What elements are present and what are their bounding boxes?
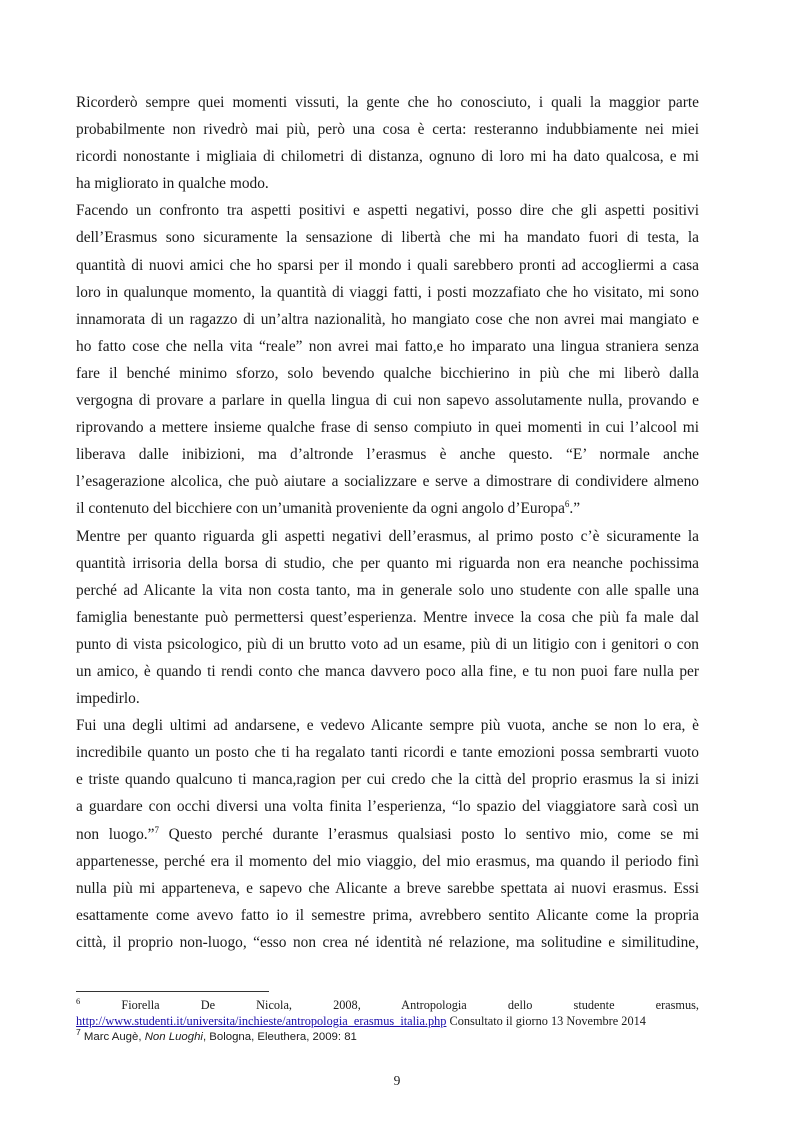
text-line: esattamente come avevo fatto io il semestre prima, avrebbero sentito Alicante come la propria [76, 906, 699, 924]
text-line: incredibile quanto un posto che ti ha regalato tanti ricordi e tante emozioni possa sembrarti vuoto [76, 744, 699, 762]
text-line: famiglia benestante può permettersi quest’esperienza. Mentre invece la cosa che più fa male dal [76, 608, 699, 626]
text-line: quantità di nuovi amici che ho sparsi per il mondo i quali sarebbero pronti ad accogliermi a casa [76, 256, 699, 274]
text-segment: non luogo.” [76, 825, 155, 843]
page-number: 9 [393, 1073, 401, 1088]
text-line: quantità irrisoria della borsa di studio, che per quanto mi riguarda non era neanche pochissima [76, 554, 699, 572]
footnote-text: Marc Augè, [80, 1031, 145, 1043]
footnote-citation: Fiorella De Nicola, 2008, Antropologia dello studente erasmus, [121, 998, 699, 1012]
text-line [76, 495, 699, 522]
text-line: dell’Erasmus sono sicuramente la sensazione di libertà che mi ha mandato fuori di testa, la [76, 229, 699, 247]
text-line [76, 821, 699, 848]
text-line: appartenesse, perché era il momento del mio viaggio, del mio erasmus, ma quando il periodo finì [76, 852, 699, 870]
text-line: riprovando a mettere insieme qualche frase di senso compiuto in quei momenti in cui l’alcool mi [76, 419, 699, 437]
text-line: ha migliorato in qualche modo. [76, 175, 269, 193]
footnote-separator [76, 991, 269, 992]
text-line: Ricorderò sempre quei momenti vissuti, la gente che ho conosciuto, i quali la maggior parte [76, 94, 699, 111]
text-segment: .” [569, 500, 581, 518]
footnote-reference[interactable]: 7 [154, 824, 159, 835]
text-segment: Questo perché durante l’erasmus qualsiasi posto lo sentivo mio, come se mi [158, 825, 699, 843]
text-line: loro in qualunque momento, la quantità di viaggi fatti, i posti mozzafiato che ho visitato, mi sono [76, 283, 699, 301]
text-line: probabilmente non rivedrò mai più, però una cosa è certa: resteranno indubbiamente nei miei [76, 121, 699, 139]
footnotes [76, 997, 699, 1045]
text-line: a guardare con occhi diversi una volta finita l’esperienza, “lo spazio del viaggiatore sarà così un [76, 798, 699, 816]
text-line: e triste quando qualcuno ti manca,ragion per cui credo che la città del proprio erasmus la si inizi [76, 771, 699, 789]
footnote-6 [76, 997, 699, 1013]
footnote-7 [76, 1029, 699, 1045]
text-line: l’esagerazione alcolica, che può aiutare a socializzare e serve a dimostrare di condividere almeno [76, 473, 699, 491]
text-line: vergogna di provare a parlare in quella lingua di cui non sapevo assolutamente nulla, provando e [76, 392, 699, 410]
footnote-text: , Bologna, Eleuthera, 2009: 81 [202, 1031, 357, 1043]
text-line: fare il benché minimo sforzo, solo bevendo qualche bicchierino in più che mi liberò dalla [76, 364, 699, 382]
text-line: punto di vista psicologico, più di un brutto voto ad un esame, più di un litigio con i genitori o con [76, 635, 699, 653]
text-line: un amico, è quando ti rendi conto che manca davvero poco alla fine, e tu non puoi fare nulla per [76, 662, 699, 680]
text-line: innamorata di un ragazzo di un’altra nazionalità, ho mangiato cose che non avrei mai mangiato e [76, 310, 699, 328]
footnote-book-title: Non Luoghi [144, 1031, 203, 1043]
text-line: Fui una degli ultimi ad andarsene, e vedevo Alicante sempre più vuota, anche se non lo era, è [76, 717, 699, 735]
text-line: Facendo un confronto tra aspetti positivi e aspetti negativi, posso dire che gli aspetti positivi [76, 202, 699, 220]
footnote-consulted: Consultato il giorno 13 Novembre 2014 [446, 1014, 646, 1028]
text-segment: il contenuto del bicchiere con un’umanità proveniente da ogni angolo d’Europa [76, 500, 565, 518]
footnote-url-link[interactable]: http://www.studenti.it/universita/inchieste/antropologia_erasmus_italia.php [76, 1014, 447, 1028]
text-line: Mentre per quanto riguarda gli aspetti negativi dell’erasmus, al primo posto c’è sicuramente la [76, 527, 699, 545]
text-line: città, il proprio non-luogo, “esso non crea né identità né relazione, ma solitudine e similitudine, [76, 933, 699, 951]
text-line: ricordi nonostante i migliaia di chilometri di distanza, ognuno di loro mi ha dato qualcosa, e mi [76, 148, 699, 166]
footnote-6-continued [76, 1013, 699, 1029]
body-text [76, 89, 699, 956]
text-line: perché ad Alicante la vita non costa tanto, ma in generale solo uno studente con alle spalle una [76, 581, 699, 599]
text-line: impedirlo. [76, 690, 140, 708]
text-line: nulla più mi apparteneva, e sapevo che Alicante a breve sarebbe spettata ai nuovi erasmus. Essi [76, 879, 699, 897]
text-line: ho fatto cose che nella vita “reale” non avrei mai fatto,e ho imparato una lingua straniera senza [76, 337, 699, 355]
footnote-mark: 6 [76, 997, 81, 1006]
footnote-reference[interactable]: 6 [564, 499, 570, 510]
footnote-mark: 7 [76, 1029, 81, 1037]
text-line: liberava dalle inibizioni, ma d’altronde l’erasmus è anche questo. “E’ normale anche [76, 446, 699, 464]
